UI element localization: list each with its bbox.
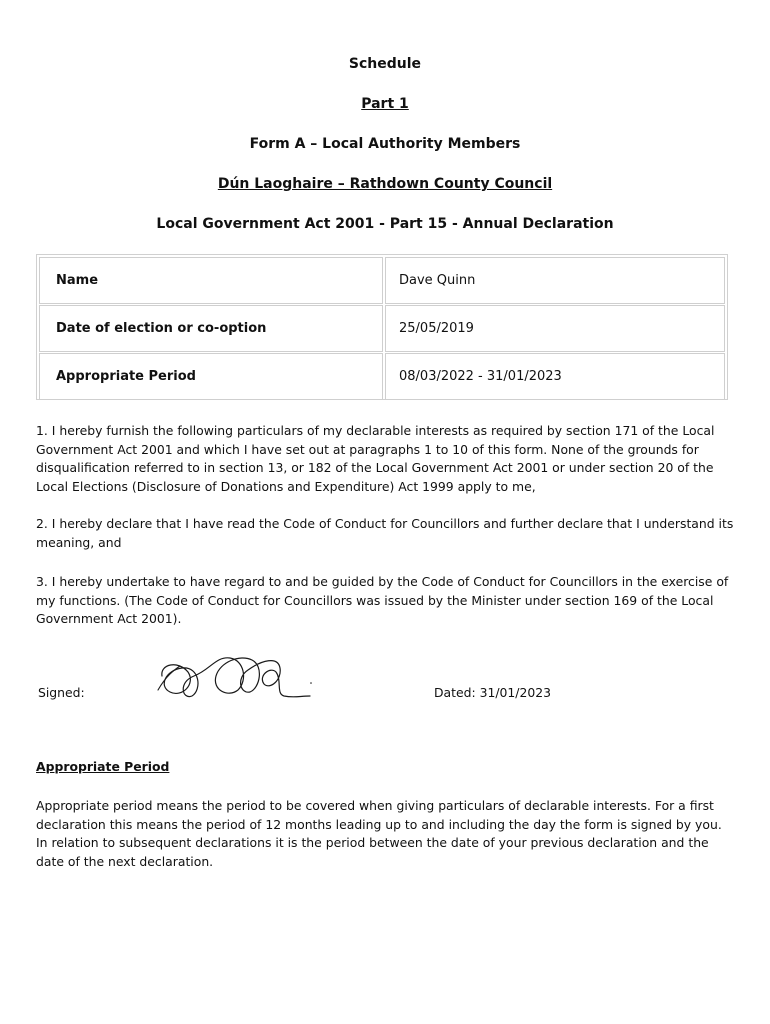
declaration-paragraph-2: 2. I hereby declare that I have read the Code of Conduct for Councillors and further declare that I understand its meaning, and: [36, 516, 734, 550]
table-row-election-date: [39, 305, 725, 352]
election-date-value: 25/05/2019: [385, 305, 725, 352]
declaration-paragraph-1: 1. I hereby furnish the following particulars of my declarable interests as required by section 171 of the Local Government Act 2001 and which I have set out at paragraphs 1 to 10 of this form. None of the grounds for disqualification referred to in section 13, or 182 of the Local Government Act 2001 or under section 20 of the Local Elections (Disclosure of Donations and Expenditure) Act 1999 apply to me,: [36, 423, 715, 494]
appropriate-period-label: Appropriate Period: [39, 353, 383, 400]
table-row-appropriate-period: [39, 353, 725, 400]
act-heading: Local Government Act 2001 - Part 15 - Annual Declaration: [156, 216, 614, 232]
form-heading: Form A – Local Authority Members: [249, 136, 521, 152]
details-table: [36, 254, 728, 400]
part-heading-wrap: [0, 95, 770, 113]
part-heading: Part 1: [361, 96, 409, 112]
appropriate-period-heading: Appropriate Period: [36, 759, 170, 774]
name-label: Name: [39, 257, 383, 304]
appropriate-period-text: Appropriate period means the period to be covered when giving particulars of declarable interests. For a first declaration this means the period of 12 months leading up to and including the day the form is signed by you. In relation to subsequent declarations it is the period between the date of your previous declaration and the date of the next declaration.: [36, 798, 722, 869]
handwritten-signature: [152, 646, 322, 706]
name-value: Dave Quinn: [385, 257, 725, 304]
election-date-label: Date of election or co-option: [39, 305, 383, 352]
council-heading: Dún Laoghaire – Rathdown County Council: [217, 176, 553, 192]
signed-label: Signed:: [38, 685, 85, 700]
appropriate-period-value: 08/03/2022 - 31/01/2023: [385, 353, 725, 400]
declaration-paragraph-3: 3. I hereby undertake to have regard to and be guided by the Code of Conduct for Councillors in the exercise of my functions. (The Code of Conduct for Councillors was issued by the Minister under section 169 of the Local Government Act 2001).: [36, 574, 729, 626]
dated-text: Dated: 31/01/2023: [434, 685, 552, 700]
table-row-name: [39, 257, 725, 304]
council-heading-wrap: [0, 175, 770, 193]
schedule-heading: Schedule: [348, 56, 422, 72]
